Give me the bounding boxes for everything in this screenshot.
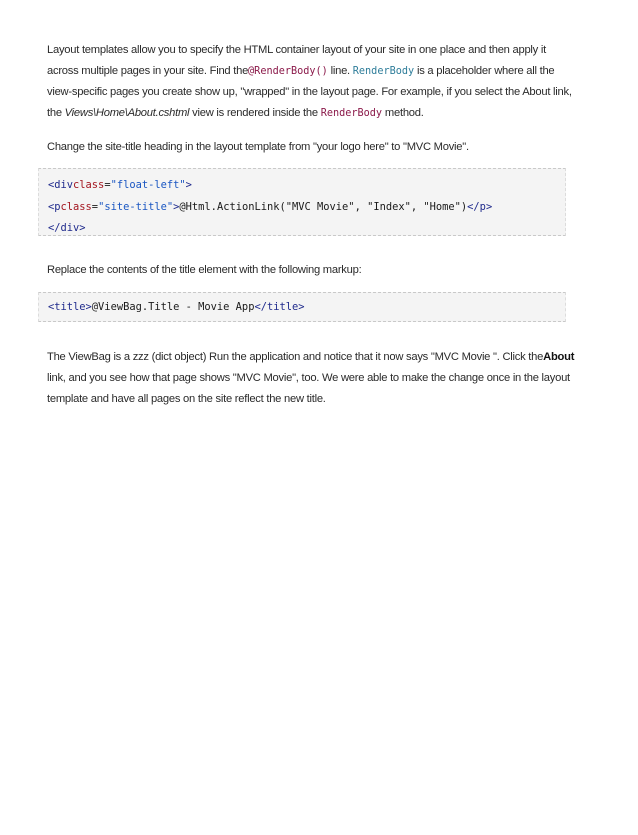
- replace-title-text: Replace the contents of the title element with the following markup:: [47, 264, 362, 276]
- viewbag-line-1-text: The ViewBag is a zzz (dict object) Run the application and notice that it now says "MVC Movie ". Click the: [47, 351, 544, 363]
- title-open-tag: <title>: [48, 301, 92, 313]
- div-close-tag: </div>: [48, 222, 86, 234]
- intro-line-1: Layout templates allow you to specify the HTML container layout of your site in one place and then apply it: [47, 44, 546, 56]
- intro-line-4-text-c: method.: [382, 107, 424, 119]
- div-open-close: >: [185, 179, 192, 191]
- div-class-eq: =: [104, 179, 111, 191]
- viewbag-line-2: link, and you see how that page shows "MVC Movie", too. We were able to make the change once in the layout: [47, 372, 570, 384]
- div-open-tag: <div: [48, 179, 74, 191]
- change-title-text: Change the site-title heading in the layout template from "your logo here" to "MVC Movie".: [47, 141, 469, 153]
- title-close-tag: </title>: [254, 301, 305, 313]
- div-class-value: "float-left": [110, 179, 186, 191]
- about-view-path: Views\Home\About.cshtml: [64, 107, 190, 119]
- p-open-close: >: [173, 200, 180, 213]
- p-class-eq: =: [91, 200, 99, 213]
- intro-line-4-text-a: the: [47, 107, 65, 119]
- renderbody-method-code: RenderBody: [320, 108, 383, 119]
- intro-line-3: view-specific pages you create show up, "wrapped" in the layout page. For example, if you select the About link,: [47, 86, 572, 98]
- intro-line-2: [47, 61, 567, 82]
- intro-line-4: [47, 103, 567, 124]
- code-line-div-open: [48, 175, 565, 197]
- p-close-tag: </p>: [467, 200, 493, 213]
- renderbody-code: RenderBody: [352, 66, 415, 77]
- change-title-paragraph: [47, 137, 567, 158]
- code-line-title: [48, 297, 565, 319]
- p-open-tag: <p: [48, 200, 61, 213]
- div-class-attr: class: [73, 179, 105, 191]
- intro-line-4-text-b: view is rendered inside the: [189, 107, 321, 119]
- title-content-code: @ViewBag.Title - Movie App: [91, 301, 255, 313]
- title-code-block: [38, 292, 566, 322]
- about-link-bold: About: [543, 351, 575, 363]
- replace-title-paragraph: [47, 260, 567, 281]
- intro-paragraph: [47, 40, 572, 124]
- p-class-attr: class: [60, 200, 92, 213]
- intro-line-2-text-a: across multiple pages in your site. Find the: [47, 65, 249, 77]
- layout-code-block: [38, 168, 566, 236]
- code-line-div-close: [48, 218, 565, 240]
- renderbody-call-code: @RenderBody(): [248, 66, 328, 77]
- viewbag-line-1: [47, 347, 575, 368]
- p-class-value: "site-title": [98, 200, 174, 213]
- intro-line-2-text-c: is a placeholder where all the: [414, 65, 555, 77]
- viewbag-line-3: template and have all pages on the site reflect the new title.: [47, 393, 326, 405]
- intro-line-2-text-b: line.: [327, 65, 353, 77]
- viewbag-paragraph: [47, 347, 575, 410]
- actionlink-code: @Html.ActionLink("MVC Movie", "Index", "Home"): [179, 200, 468, 213]
- code-line-p: [48, 197, 565, 219]
